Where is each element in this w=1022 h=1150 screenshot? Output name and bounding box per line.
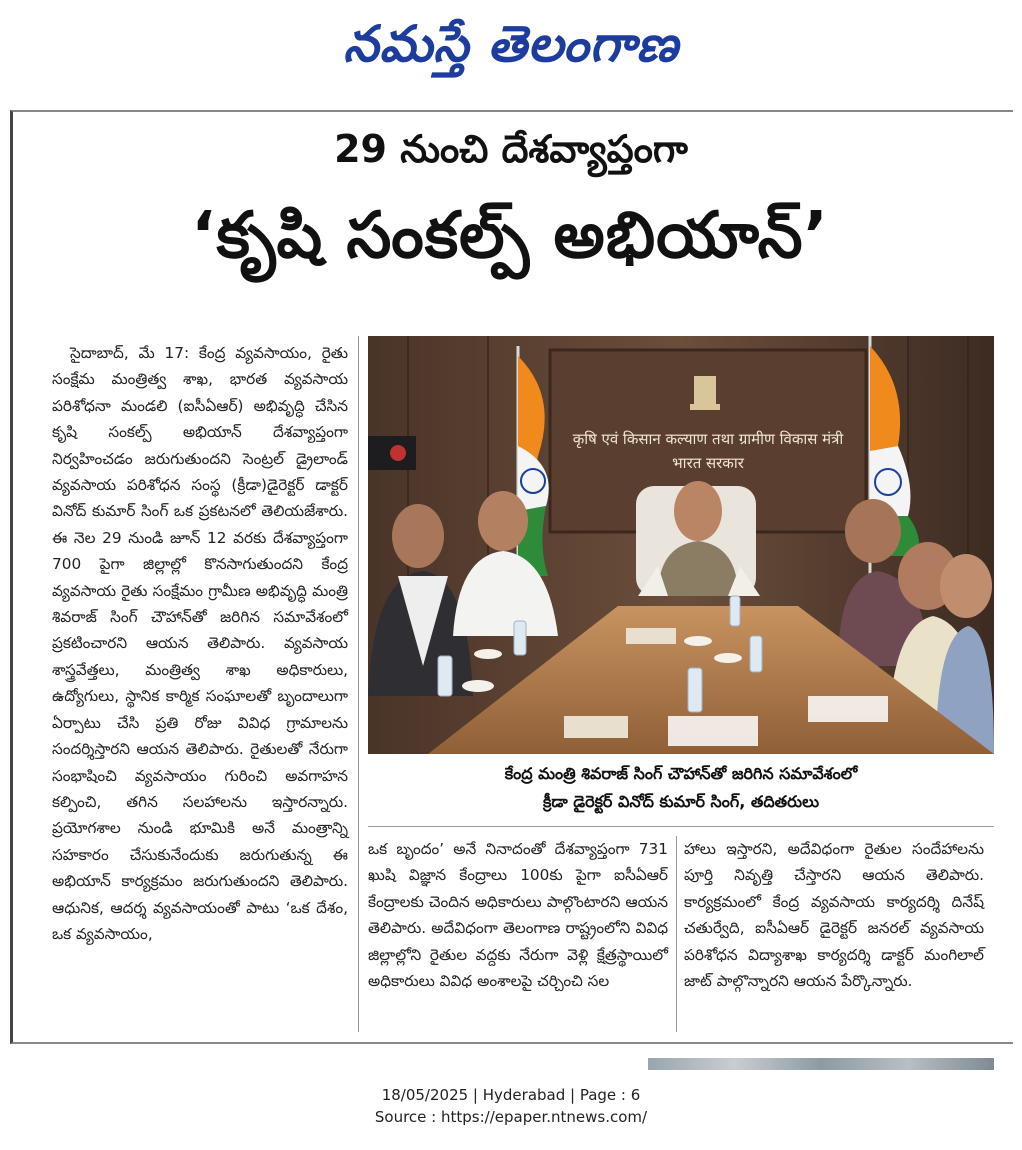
photo-caption xyxy=(368,760,994,816)
column-2-text: ఒక బృందం’ అనే నినాదంతో దేశవ్యాప్తంగా 731 ఖుషి విజ్ఞాన కేంద్రాలు 100కు పైగా ఐసీఏఆర్ కేంద్రాలకు చెందిన అధికారులు పాల్గొంటారని ఆయన తెలిపారు. అదేవిధంగా తెలంగాణ రాష్ట్రంలోని వివిధ జిల్లాల్లోని రైతుల వద్దకు నేరుగా వెళ్లి క్షేత్రస్థాయిలో అధికారులు వివిధ అంశాలపై చర్చించి సల xyxy=(368,840,668,991)
article-column-2 xyxy=(368,836,668,994)
column-3-text: హాలు ఇస్తారని, అదేవిధంగా రైతుల సందేహాలను పూర్తి నివృత్తి చేస్తారని ఆయన తెలిపారు. కార్యక్రమంలో కేంద్ర వ్యవసాయ కార్యదర్శి దినేష్ చతుర్వేది, ఐసీఏఆర్ డైరెక్టర్ జనరల్ వ్యవసాయ పరిశోధన విద్యాశాఖ కార్యదర్శి డాక్టర్ మంగిలాల్ జాట్ పాల్గొన్నారని ఆయన పేర్కొన్నారు. xyxy=(684,840,984,991)
name-plate xyxy=(564,716,628,738)
column-divider xyxy=(676,836,677,1032)
column-divider xyxy=(358,336,359,1032)
next-photo-strip xyxy=(648,1058,994,1070)
meeting-photo-illustration xyxy=(368,336,994,754)
footer-date-line: 18/05/2025 | Hyderabad | Page : 6 xyxy=(381,1086,641,1104)
caption-divider xyxy=(368,826,994,827)
banner-text-1: कृषि एवं किसान कल्याण तथा ग्रामीण विकास मंत्री xyxy=(572,430,844,448)
photo-caption-line-1: కేంద్ర మంత్రి శివరాజ్ సింగ్ చౌహాన్‌తో జరిగిన సమావేశంలో xyxy=(504,764,858,783)
papers xyxy=(668,716,758,746)
papers xyxy=(808,696,888,722)
article-headline: ‘కృషి సంకల్ప్ అభియాన్’ xyxy=(191,199,829,273)
meeting-photo xyxy=(368,336,994,754)
article-column-1 xyxy=(52,340,348,947)
article-kicker: 29 నుంచి దేశవ్యాప్తంగా xyxy=(334,127,688,171)
page-footer xyxy=(0,1084,1022,1128)
footer-source-link[interactable]: Source : https://epaper.ntnews.com/ xyxy=(374,1108,648,1126)
column-1-text: సైదాబాద్, మే 17: కేంద్ర వ్యవసాయం, రైతు సంక్షేమ మంత్రిత్వ శాఖ, భారత వ్యవసాయ పరిశోధనా మండలి (ఐసీఏఆర్) అభివృద్ధి చేసిన కృషి సంకల్ప్ అభియాన్ దేశవ్యాప్తంగా నిర్వహించడం జరుగుతుందని సెంట్రల్ డ్రైలాండ్ వ్యవసాయ పరిశోధన సంస్థ (క్రీడా)డైరెక్టర్ డాక్టర్ వినోద్ కుమార్ సింగ్ ఒక ప్రకటనలో తెలియజేశారు. ఈ నెల 29 నుండి జూన్ 12 వరకు దేశవ్యాప్తంగా 700 పైగా జిల్లాల్లో కొనసాగుతుందని కేంద్ర వ్యవసాయ రైతు సంక్షేమం గ్రామీణ అభివృద్ధి మంత్రి శివరాజ్ సింగ్ చౌహాన్‌తో జరిగిన సమావేశంలో ప్రకటించారని ఆయన తెలిపారు. వ్యవసాయ శాస్త్రవేత్తలు, మంత్రిత్వ శాఖ అధికారులు, ఉద్యోగులు, స్థానిక కార్మిక సంఘాలతో బృందాలుగా ఏర్పాటు చేసి ప్రతి రోజు వివిధ గ్రామాలను సందర్శిస్తారని ఆయన తెలిపారు. రైతులతో నేరుగా సంభాషించి వ్యవసాయం గురించి అవగాహన కల్పించి, తగిన సలహాలను ఇస్తారన్నారు. ప్రయోగశాల నుండి భూమికి అనే మంత్రాన్ని సహకారం చేసుకునేందుకు జరుగుతున్న ఈ అభియాన్ కార్యక్రమం జరుగుతుందని తెలిపారు. ఆధునిక, ఆదర్శ వ్యవసాయంతో పాటు ‘ఒక దేశం, ఒక వ్యవసాయం, xyxy=(52,344,348,943)
photo-caption-line-2: క్రీడా డైరెక్టర్ వినోద్ కుమార్ సింగ్, తదితరులు xyxy=(543,792,819,811)
masthead-logo: నమస్తే తెలంగాణ xyxy=(343,14,679,73)
name-plate xyxy=(626,628,676,644)
banner-text-2: भारत सरकार xyxy=(672,454,744,472)
article-column-3 xyxy=(684,836,984,994)
emblem-icon xyxy=(690,376,720,410)
